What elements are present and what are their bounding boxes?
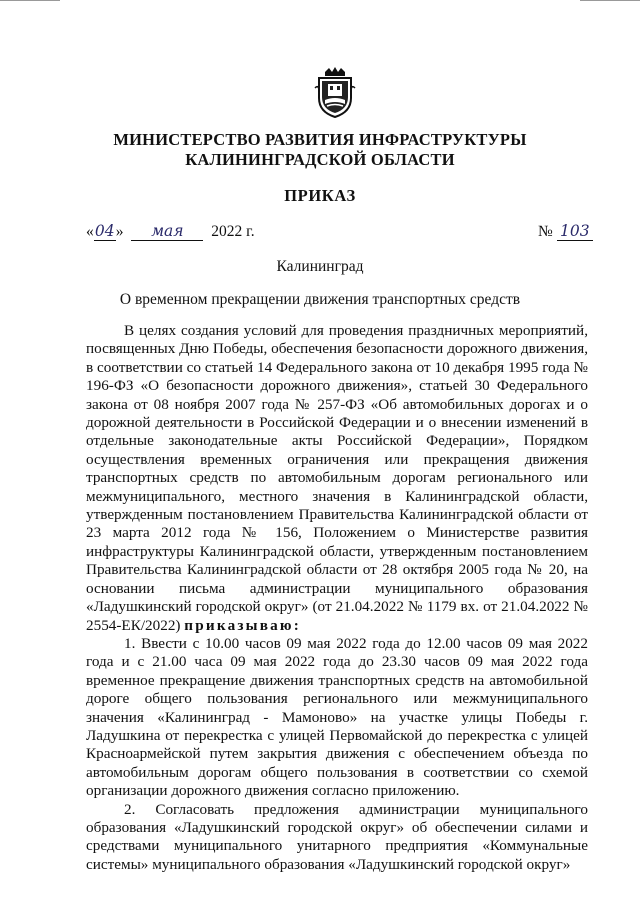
date-year: 2022 г.: [211, 223, 255, 240]
order-number: [538, 222, 593, 241]
city-name: Калининград: [276, 258, 364, 275]
order-body: [86, 322, 588, 874]
ministry-name-line1: МИНИСТЕРСТВО РАЗВИТИЯ ИНФРАСТРУКТУРЫ: [113, 130, 527, 149]
date-close-quote: »: [115, 223, 124, 240]
date-month: мая: [131, 222, 203, 241]
ministry-name: [0, 130, 640, 170]
order-title: ПРИКАЗ: [284, 186, 356, 205]
clause-1-paragraph: 1. Ввести с 10.00 часов 09 мая 2022 года до 12.00 часов 09 мая 2022 года и с 21.00 часа 09 мая 2022 года до 23.30 часов 09 мая 2022 года временное прекращение движения транспортных средств на автомобильной дороге общего пользования регионального или межмуниципального значения «Калининград - Мамоново» на участке улицы Победы г. Ладушкина от перекрестка с улицей Первомайской до перекрестка с улицей Красноармейской путем закрытия движения с обеспечением объезда по автомобильным дорогам общего пользования в соответствии со схемой организации дорожного движения согласно приложению.: [86, 634, 588, 800]
scan-edge-mark: [580, 0, 640, 1]
date-open-quote: «: [86, 223, 94, 240]
clause-2-paragraph: 2. Согласовать предложения администрации муниципального образования «Ладушкинский городской округ» об обеспечении силами и средствами муниципального унитарного предприятия «Коммунальные системы» муниципального образования «Ладушкинский городской округ»: [86, 800, 588, 873]
ministry-name-line2: КАЛИНИНГРАДСКОЙ ОБЛАСТИ: [185, 150, 455, 169]
order-command: приказываю:: [184, 616, 301, 634]
preamble-paragraph: [86, 322, 588, 635]
order-date: [86, 222, 255, 241]
coat-of-arms-icon: [313, 66, 357, 118]
number-value: 103: [557, 222, 593, 241]
scan-edge-mark: [0, 0, 60, 1]
order-subject: О временном прекращении движения транспортных средств: [119, 291, 521, 308]
preamble-text: В целях создания условий для проведения праздничных мероприятий, посвященных Дню Победы, обеспечения безопасности дорожного движения, в соответствии со статьей 14 Федерального закона от 10 декабря 1995 года № 196-ФЗ «О безопасности дорожного движения», статьей 30 Федерального закона от 08 ноября 2007 года № 257-ФЗ «Об автомобильных дорогах и о дорожной деятельности в Российской Федерации и о внесении изменений в отдельные законодательные акты Российской Федерации», Порядком осуществления временных ограничения или прекращения движения транспортных средств по автомобильным дорогам регионального или межмуниципального, местного значения в Калининградской области, утвержденным постановлением Правительства Калининградской области от 23 марта 2012 года № 156, Положением о Министерстве развития инфраструктуры Калининградской области, утвержденным постановлением Правительства Калининградской области от 28 октября 2005 года № 20, на основании письма администрации муниципального образования «Ладушкинский городской округ» (от 21.04.2022 № 1179 вх. от 21.04.2022 № 2554-ЕК/2022): [86, 322, 588, 634]
number-prefix: №: [538, 223, 553, 240]
date-day: 04: [94, 222, 115, 240]
